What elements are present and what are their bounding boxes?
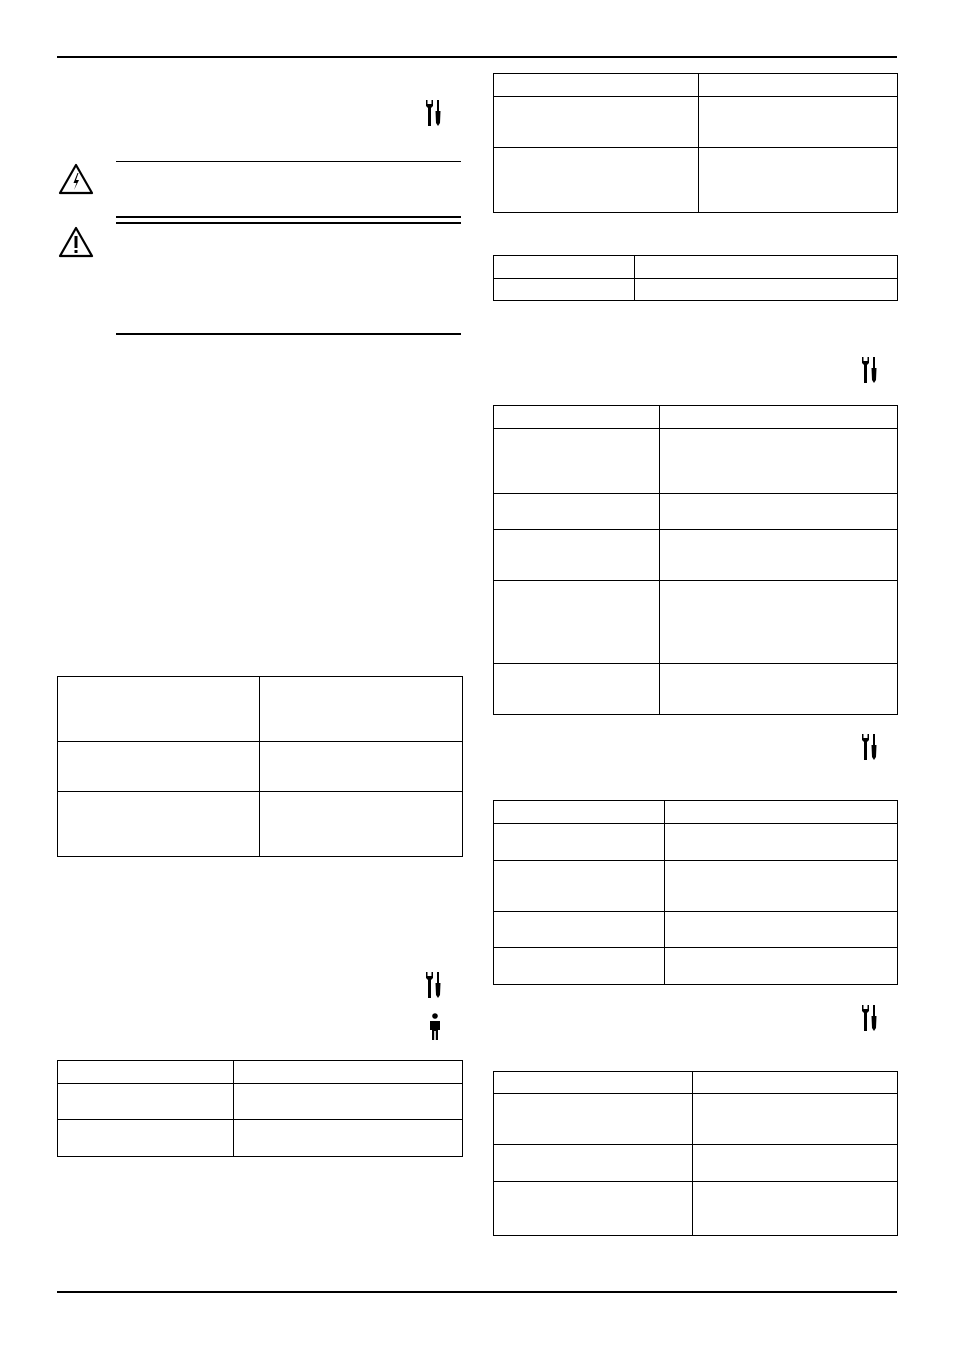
table-cell (260, 742, 463, 792)
table-cell (699, 97, 898, 148)
table-row (494, 861, 898, 912)
right-table-1 (493, 73, 898, 213)
table-header-cell (58, 1061, 234, 1084)
table-cell (494, 861, 665, 912)
table-header-row (494, 406, 898, 429)
table-cell (693, 1094, 898, 1145)
table-cell (58, 792, 260, 857)
table-cell (494, 494, 660, 530)
table-cell (665, 861, 898, 912)
footer-rule (57, 1291, 897, 1293)
table-row (494, 581, 898, 664)
table-cell (494, 1145, 693, 1182)
table-row (494, 912, 898, 948)
table-cell (58, 1120, 234, 1157)
table-header-row (494, 801, 898, 824)
table-header-cell (494, 801, 665, 824)
table-header-cell (234, 1061, 463, 1084)
tools-icon (860, 733, 880, 761)
table-cell (494, 664, 660, 715)
table-cell (665, 824, 898, 861)
table-cell (494, 530, 660, 581)
table-header-cell (665, 801, 898, 824)
table-cell (494, 429, 660, 494)
table-header-row (58, 1061, 463, 1084)
table-cell (665, 912, 898, 948)
table-cell (494, 1094, 693, 1145)
table-row (494, 664, 898, 715)
left-table-1 (57, 676, 463, 857)
table-cell (693, 1145, 898, 1182)
table-cell (58, 742, 260, 792)
table-header-cell (699, 74, 898, 97)
table-cell (234, 1084, 463, 1120)
table-cell (699, 148, 898, 213)
right-table-5 (493, 1071, 898, 1236)
table-row (494, 1182, 898, 1236)
table-header-row (494, 1072, 898, 1094)
table-cell (234, 1120, 463, 1157)
table-row (494, 948, 898, 985)
table-row (494, 530, 898, 581)
table-cell (494, 97, 699, 148)
table-cell (693, 1182, 898, 1236)
table-row (494, 279, 898, 301)
table-row (58, 792, 463, 857)
table-row (494, 824, 898, 861)
table-row (494, 494, 898, 530)
table-row (494, 1094, 898, 1145)
table-cell (660, 530, 898, 581)
tools-icon (860, 356, 880, 384)
table-cell (660, 494, 898, 530)
table-row (494, 97, 898, 148)
table-cell (58, 1084, 234, 1120)
person-icon (428, 1013, 442, 1041)
table-row (494, 429, 898, 494)
table-header-cell (494, 256, 635, 279)
table-header-cell (494, 406, 660, 429)
tools-icon (424, 971, 444, 999)
table-header-cell (494, 1072, 693, 1094)
table-cell (494, 581, 660, 664)
table-cell (635, 279, 898, 301)
table-cell (660, 581, 898, 664)
left-table-2 (57, 1060, 463, 1157)
table-cell (494, 279, 635, 301)
table-cell (665, 948, 898, 985)
table-row (494, 148, 898, 213)
table-cell (660, 429, 898, 494)
warning-top-rule-1 (116, 216, 461, 218)
table-cell (660, 664, 898, 715)
electric-hazard-icon (58, 163, 94, 195)
warning-bottom-rule (116, 333, 461, 335)
right-table-4 (493, 800, 898, 985)
table-header-cell (660, 406, 898, 429)
tools-icon (424, 99, 444, 127)
table-cell (494, 912, 665, 948)
table-cell (494, 824, 665, 861)
header-rule (57, 56, 897, 58)
table-cell (494, 948, 665, 985)
table-cell (58, 677, 260, 742)
table-header-cell (494, 74, 699, 97)
table-cell (494, 148, 699, 213)
table-header-row (494, 256, 898, 279)
table-cell (260, 677, 463, 742)
table-row (58, 1084, 463, 1120)
tools-icon (860, 1004, 880, 1032)
warning-top-rule-2 (116, 222, 461, 224)
electric-warning-top-rule (116, 161, 461, 162)
table-header-cell (635, 256, 898, 279)
table-row (494, 1145, 898, 1182)
right-table-2 (493, 255, 898, 301)
table-header-cell (693, 1072, 898, 1094)
table-header-row (494, 74, 898, 97)
right-table-3 (493, 405, 898, 715)
table-row (58, 1120, 463, 1157)
table-row (58, 742, 463, 792)
table-cell (260, 792, 463, 857)
table-row (58, 677, 463, 742)
table-cell (494, 1182, 693, 1236)
warning-icon (58, 226, 94, 258)
